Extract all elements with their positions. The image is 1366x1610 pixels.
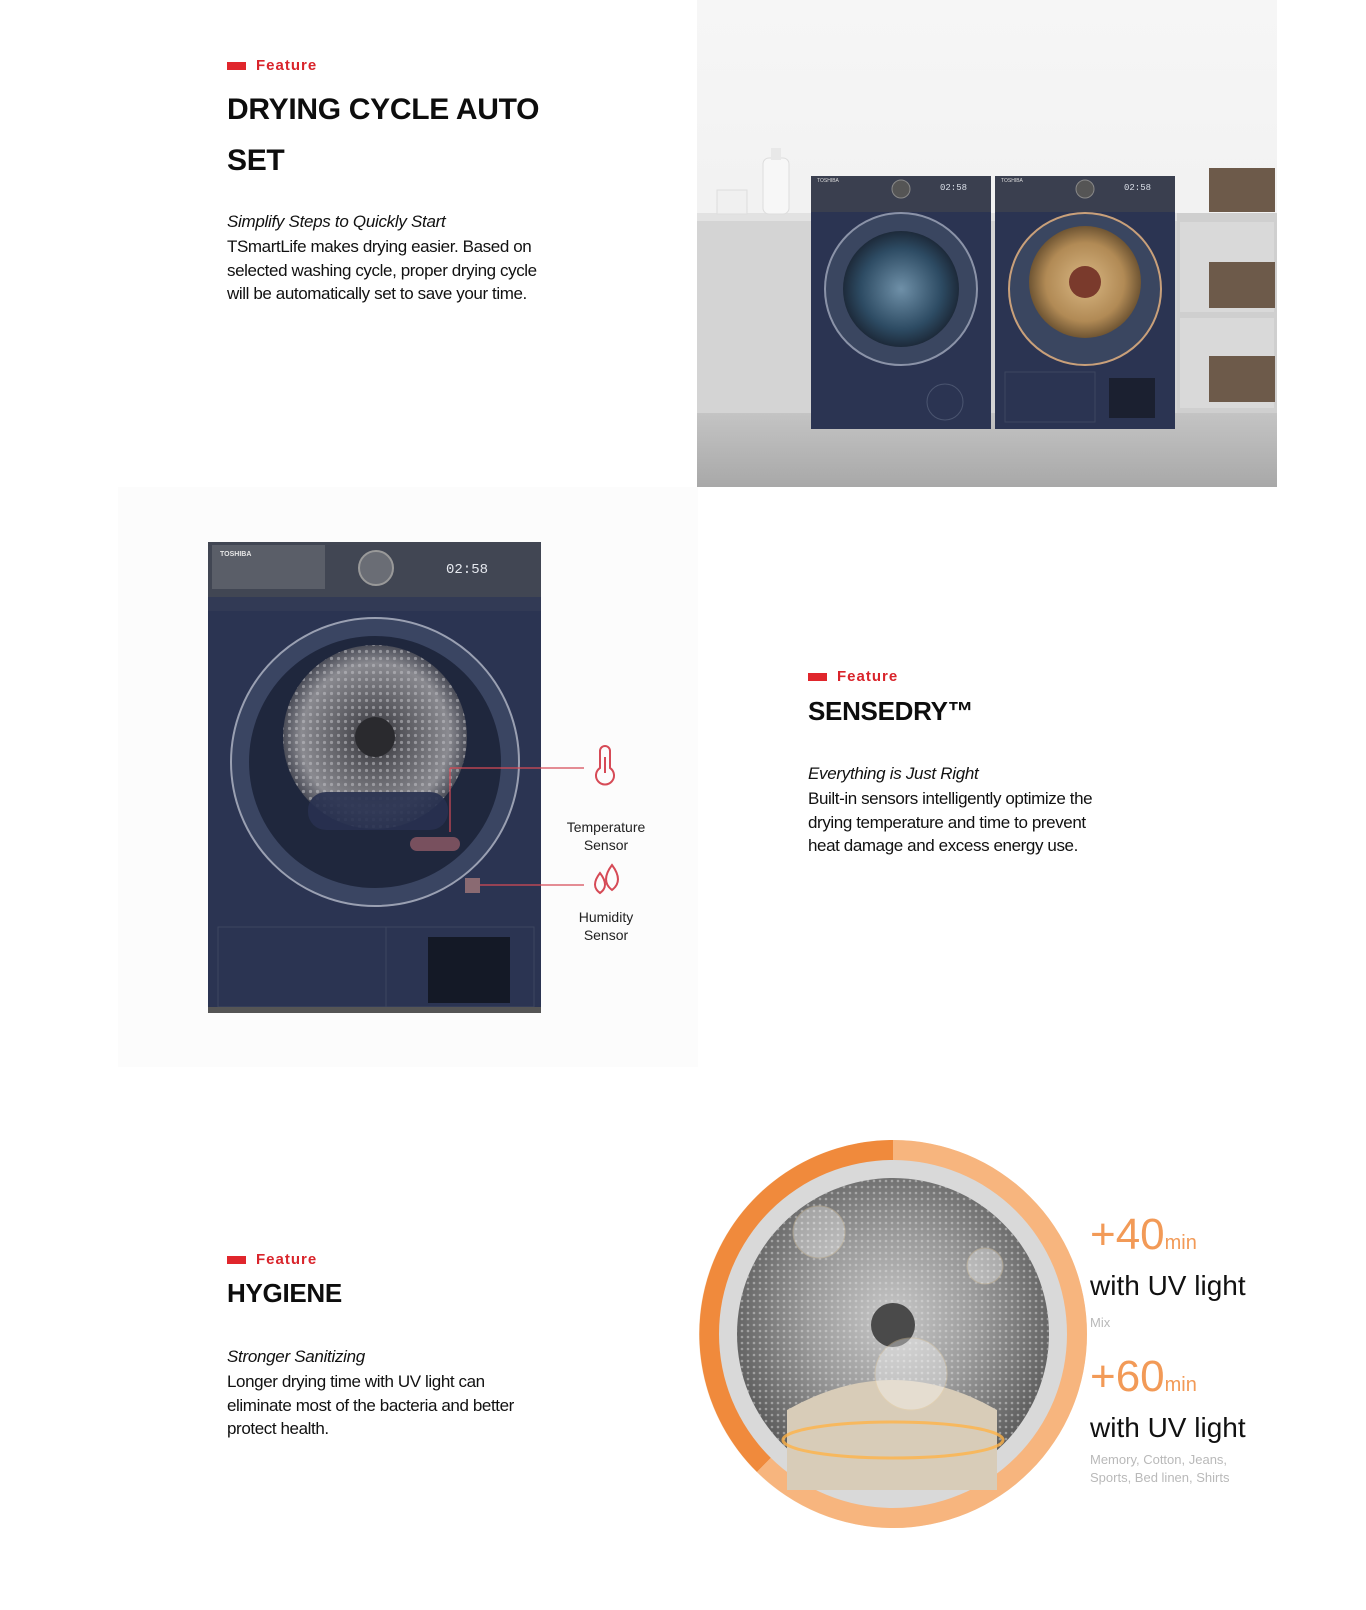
bacteria-bubble-icon (793, 1206, 845, 1258)
section-subtitle-sensedry: Everything is Just Right (808, 764, 979, 783)
basket-icon (1209, 356, 1275, 402)
feature-marker (227, 62, 246, 70)
humidity-sensor (465, 878, 480, 893)
dryer-vent (1109, 378, 1155, 418)
uv-caption-60: with UV light (1090, 1412, 1246, 1443)
uv-programs-40: Mix (1090, 1315, 1111, 1330)
dryer-vent-grille (428, 937, 510, 1003)
washer-knob (892, 180, 910, 198)
feature-tag-label: Feature (256, 1251, 318, 1268)
section-subtitle-hygiene: Stronger Sanitizing (227, 1347, 365, 1366)
section-title-sensedry: SENSEDRY™ (808, 696, 974, 726)
temperature-sensor-label: Temperature Sensor (566, 819, 646, 853)
section-title-drying-cycle: DRYING CYCLE AUTO SET (227, 93, 540, 177)
dryer-appliance-front (208, 542, 541, 1013)
section-subtitle-drying-cycle: Simplify Steps to Quickly Start (227, 212, 446, 231)
feature-marker (808, 673, 827, 681)
feature-tag-label: Feature (256, 57, 318, 74)
bottle-icon (763, 158, 789, 214)
svg-text:02:58: 02:58 (940, 183, 968, 193)
bacteria-bubble-icon (967, 1248, 1003, 1284)
section-body-drying-cycle: TSmartLife makes drying easier. Based on selected washing cycle, proper drying cycle will be automatically set to save your time. (227, 237, 537, 303)
program-knob (359, 551, 393, 585)
uv-time-40: +40min (1090, 1210, 1197, 1259)
uv-caption-40: with UV light (1090, 1270, 1246, 1301)
cup-icon (717, 190, 747, 214)
dryer-sensors-image (118, 487, 698, 1067)
svg-text:TOSHIBA: TOSHIBA (220, 551, 252, 558)
dryer-knob (1076, 180, 1094, 198)
section-body-hygiene: Longer drying time with UV light can eliminate most of the bacteria and better protect health. (227, 1372, 514, 1438)
humidity-sensor-label: Humidity Sensor (578, 909, 634, 943)
svg-text:02:58: 02:58 (1124, 183, 1152, 193)
feature-tag-sensedry (808, 668, 898, 685)
washer-dryer-room-image (697, 0, 1277, 487)
svg-text:TOSHIBA: TOSHIBA (817, 178, 839, 184)
dryer-appliance (995, 176, 1175, 429)
feature-tag-drying-cycle (227, 57, 317, 74)
feature-marker (227, 1256, 246, 1264)
bacteria-bubble-icon (875, 1338, 947, 1410)
section-body-sensedry: Built-in sensors intelligently optimize the drying temperature and time to prevent heat damage and excess energy use. (808, 789, 1093, 855)
uv-time-60: +60min (1090, 1352, 1197, 1401)
feature-tag-label: Feature (837, 668, 899, 685)
washer-drum (843, 231, 959, 347)
section-title-hygiene: HYGIENE (227, 1278, 342, 1308)
svg-text:TOSHIBA: TOSHIBA (1001, 178, 1023, 184)
feature-tag-hygiene (227, 1251, 317, 1268)
washer-appliance (811, 176, 991, 429)
uv-drum-image (697, 1070, 1097, 1570)
basket-icon (1209, 168, 1275, 212)
uv-programs-60: Memory, Cotton, Jeans, Sports, Bed linen, Shirts (1090, 1452, 1230, 1485)
svg-text:02:58: 02:58 (446, 562, 489, 578)
temperature-sensor (410, 837, 460, 851)
basket-icon (1209, 262, 1275, 308)
